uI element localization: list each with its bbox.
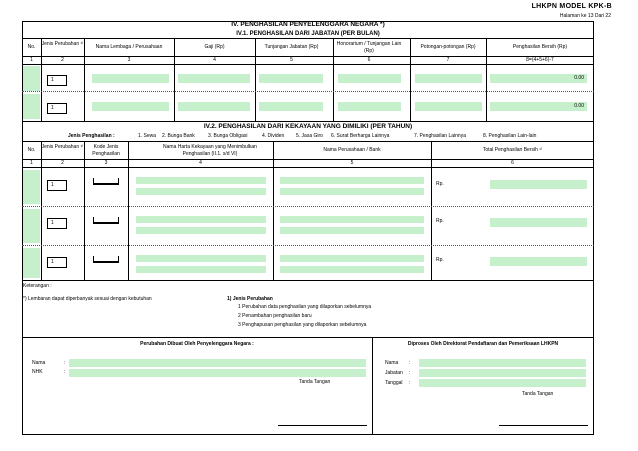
position-allowance-input[interactable] xyxy=(259,74,323,83)
income-type: 3. Bunga Obligasi xyxy=(208,133,248,139)
sign-right-signature-label: Tanda Tangan xyxy=(522,391,554,397)
col-asset-name: Nama Harta Kekayaan yang Menimbulkan Penghasilan (II.1. s/d VI) xyxy=(163,144,257,157)
section-4-title: IV. PENGHASILAN PENYELENGGARA NEGARA *) xyxy=(231,21,385,28)
total-net-input[interactable] xyxy=(490,218,587,227)
asset-name-input[interactable] xyxy=(136,188,266,195)
col-net-income: Penghasilan Bersih (Rp) xyxy=(512,44,568,50)
sign-right-name-label: Nama xyxy=(385,360,399,366)
sign-right-date-label: Tanggal xyxy=(385,380,403,386)
asset-name-input[interactable] xyxy=(136,216,266,223)
income-type: 6. Surat Berharga Lainnya xyxy=(331,133,390,139)
change-types-title: 1) Jenis Perubahan xyxy=(227,296,273,302)
change-type-input[interactable]: 1 xyxy=(47,103,67,114)
sign-left-name-input[interactable] xyxy=(69,359,366,367)
sign-left-signature-line[interactable] xyxy=(278,425,367,426)
income-types-label: Jenis Penghasilan : xyxy=(68,133,115,139)
currency-label: Rp. xyxy=(436,257,444,263)
col-company-bank: Nama Perusahaan / Bank xyxy=(323,147,381,153)
col-change-type: Jenis Perubahan ¹⁾ xyxy=(41,144,84,150)
change-type-input[interactable]: 1 xyxy=(47,257,67,268)
institution-input[interactable] xyxy=(92,102,169,111)
change-type-input[interactable]: 1 xyxy=(47,218,67,229)
asset-name-input[interactable] xyxy=(136,255,266,262)
col-income-code: Kode Jenis Penghasilan xyxy=(92,144,120,157)
sign-right-date-input[interactable] xyxy=(419,379,586,387)
col-total-net: Total Penghasilan Bersih ¹⁾ xyxy=(482,147,543,153)
income-type: 2. Bunga Bank xyxy=(162,133,195,139)
deductions-input[interactable] xyxy=(415,102,482,111)
deductions-input[interactable] xyxy=(415,74,482,83)
honorarium-input[interactable] xyxy=(338,102,401,111)
asset-name-input[interactable] xyxy=(136,177,266,184)
asset-name-input[interactable] xyxy=(136,227,266,234)
income-code-input[interactable] xyxy=(93,256,119,263)
company-name-input[interactable] xyxy=(280,188,424,195)
income-type: 5. Jasa Giro xyxy=(296,133,323,139)
net-income-value: 0.00 xyxy=(574,103,584,109)
institution-input[interactable] xyxy=(92,74,169,83)
sign-right-position-input[interactable] xyxy=(419,369,586,377)
position-allowance-input[interactable] xyxy=(259,102,323,111)
col-salary: Gaji (Rp) xyxy=(204,44,225,50)
col-deductions: Potongan-potongan (Rp) xyxy=(420,44,476,50)
change-type-item: 3 Penghapusan penghasilan yang dilaporkan sebelumnya xyxy=(238,322,367,328)
section-4-1-subtitle: IV.1. PENGHASILAN DARI JABATAN (PER BULAN) xyxy=(236,31,380,37)
currency-label: Rp. xyxy=(436,218,444,224)
sign-right-title: Diproses Oleh Direktorat Pendaftaran dan Pemeriksaan LHKPN xyxy=(407,341,559,347)
col-honorarium: Honorarium / Tunjangan Lain (Rp) xyxy=(336,41,402,54)
section-4-2-title: IV.2. PENGHASILAN DARI KEKAYAAN YANG DIMILIKI (PER TAHUN) xyxy=(203,123,413,130)
change-type-input[interactable]: 1 xyxy=(47,180,67,191)
income-code-input[interactable] xyxy=(93,178,119,185)
col-no: No. xyxy=(27,147,36,153)
sign-left-nhk-label: NHK xyxy=(32,369,43,375)
company-name-input[interactable] xyxy=(280,216,424,223)
sign-left-title: Perubahan Dibuat Oleh Penyelenggara Negara : xyxy=(140,341,254,347)
sign-right-name-input[interactable] xyxy=(419,359,586,367)
income-type: 4. Dividen xyxy=(262,133,285,139)
change-type-item: 2 Penambahan penghasilan baru xyxy=(238,313,312,319)
change-type-input[interactable]: 1 xyxy=(47,75,67,86)
company-name-input[interactable] xyxy=(280,255,424,262)
company-name-input[interactable] xyxy=(280,227,424,234)
asset-name-input[interactable] xyxy=(136,266,266,273)
salary-input[interactable] xyxy=(178,102,250,111)
net-income-output xyxy=(490,102,587,111)
col-no: No. xyxy=(27,44,36,50)
notes-label: Keterangan : xyxy=(23,283,52,289)
net-income-output xyxy=(490,74,587,83)
sign-left-name-label: Nama xyxy=(32,360,46,366)
income-type: 8. Penghasilan Lain-lain xyxy=(483,133,537,139)
sign-right-position-label: Jabatan xyxy=(385,370,403,376)
col-position-allowance: Tunjangan Jabatan (Rp) xyxy=(264,44,319,50)
col-change-type: Jenis Perubahan ¹⁾ xyxy=(41,41,84,47)
form-model-label: LHKPN MODEL KPK-B xyxy=(531,3,612,10)
col-institution: Nama Lembaga / Perusahaan xyxy=(95,44,163,50)
income-type: 1. Sewa xyxy=(138,133,157,139)
currency-label: Rp. xyxy=(436,181,444,187)
sign-left-nhk-input[interactable] xyxy=(69,369,366,377)
sign-left-signature-label: Tanda Tangan xyxy=(299,379,331,385)
total-net-input[interactable] xyxy=(490,180,587,189)
salary-input[interactable] xyxy=(178,74,250,83)
income-code-input[interactable] xyxy=(93,217,119,224)
sign-right-signature-line[interactable] xyxy=(499,425,588,426)
income-type: 7. Penghasilan Lainnya xyxy=(414,133,466,139)
page-number: Halaman ke 13 Dari 22 xyxy=(559,13,611,19)
honorarium-input[interactable] xyxy=(338,74,401,83)
company-name-input[interactable] xyxy=(280,177,424,184)
net-income-value: 0.00 xyxy=(574,75,584,81)
change-type-item: 1 Perubahan data penghasilan yang dilaporkan sebelumnya xyxy=(238,304,372,310)
company-name-input[interactable] xyxy=(280,266,424,273)
total-net-input[interactable] xyxy=(490,257,587,266)
notes-footnote: *) Lembaran dapat diperbanyak sesuai dengan kebutuhan xyxy=(23,296,152,302)
